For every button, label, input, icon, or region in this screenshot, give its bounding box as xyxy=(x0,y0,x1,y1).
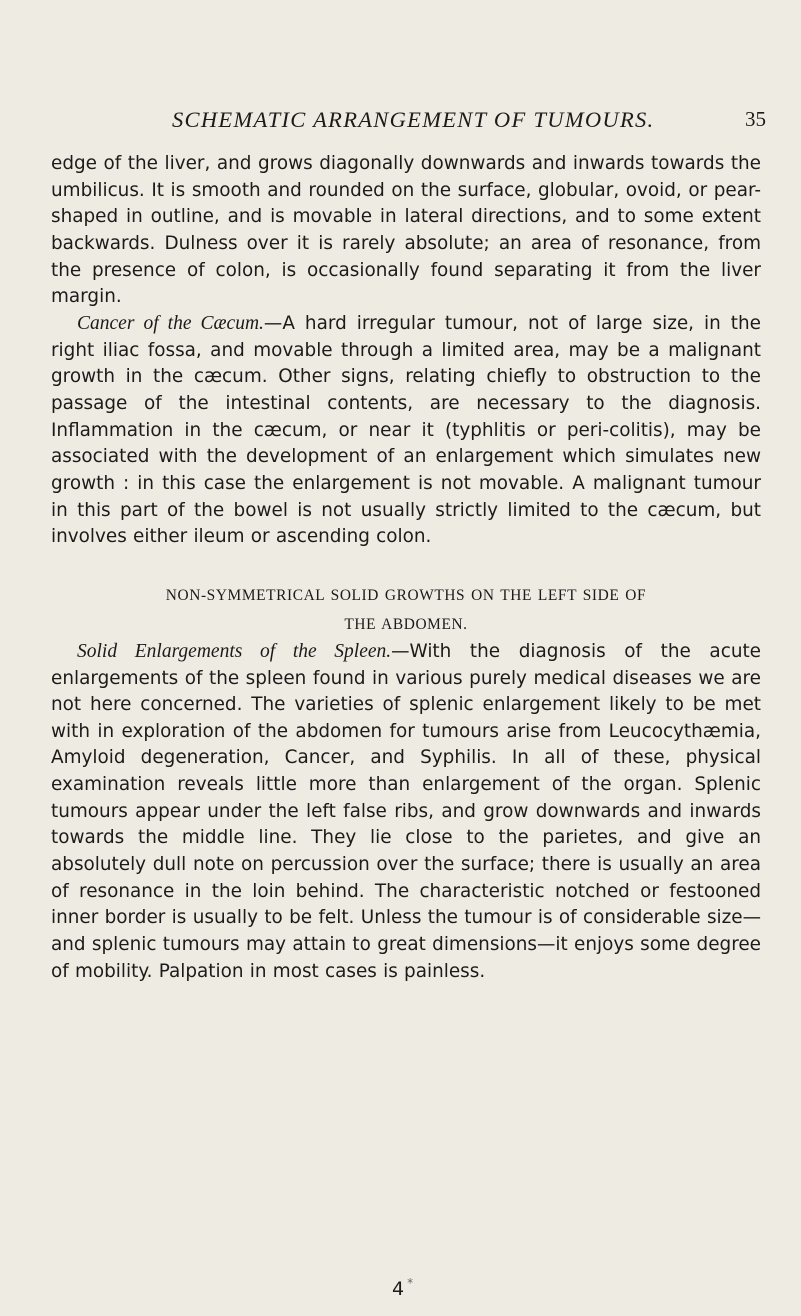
signature-number: 4 xyxy=(392,1278,405,1300)
signature-mark xyxy=(392,1276,413,1300)
paragraph-liver-edge xyxy=(51,151,761,311)
paragraph-cancer-caecum xyxy=(51,311,761,551)
section-heading-line: NON-SYMMETRICAL SOLID GROWTHS ON THE LEFT SIDE OF xyxy=(165,586,647,604)
section-heading-line: THE ABDOMEN. xyxy=(344,615,468,633)
paragraph-heading: Cancer of the Cæcum. xyxy=(77,312,264,334)
paragraph-text: —A hard irregular tumour, not of large size, in the right iliac fossa, and movable through a limited area, may be a malignant growth in the cæcum. Other signs, relating chiefly to obstruction to the passage of the intestinal contents, are necessary to the diagnosis. Inflammation in the cæcum, or near it (typhlitis or peri-colitis), may be associated with the development of an enlargement which simulates new growth : in this case the enlargement is not movable. A malignant tumour in this part of the bowel is not usually strictly limited to the cæcum, but involves either ileum or ascending colon. xyxy=(51,312,761,548)
signature-star: * xyxy=(407,1276,414,1290)
section-heading xyxy=(51,581,761,639)
page-number: 35 xyxy=(745,107,766,131)
paragraph-heading: Solid Enlargements of the Spleen. xyxy=(77,640,392,662)
running-head xyxy=(0,107,801,137)
paragraph-text: —With the diagnosis of the acute enlargements of the spleen found in various purely medical diseases we are not here concerned. The varieties of splenic enlargement likely to be met with in exploration of the abdomen for tumours arise from Leucocythæmia, Amyloid degeneration, Cancer, and Syphilis. In all of these, physical examination reveals little more than enlargement of the organ. Splenic tumours appear under the left false ribs, and grow downwards and inwards towards the middle line. They lie close to the parietes, and give an absolutely dull note on percussion over the surface; there is usually an area of resonance in the loin behind. The characteristic notched or festooned inner border is usually to be felt. Unless the tumour is of considerable size—and splenic tumours may attain to great dimensions—it enjoys some degree of mobility. Palpation in most cases is painless. xyxy=(51,640,761,982)
paragraph-spleen xyxy=(51,639,761,986)
running-title: SCHEMATIC ARRANGEMENT OF TUMOURS. xyxy=(172,107,655,132)
paragraph-text: edge of the liver, and grows diagonally downwards and inwards towards the umbilicus. It is smooth and rounded on the surface, globular, ovoid, or pear-shaped in outline, and is movable in lateral directions, and to some extent backwards. Dulness over it is rarely absolute; an area of resonance, from the presence of colon, is occasionally found separating it from the liver margin. xyxy=(51,153,761,308)
body-text xyxy=(51,151,761,985)
